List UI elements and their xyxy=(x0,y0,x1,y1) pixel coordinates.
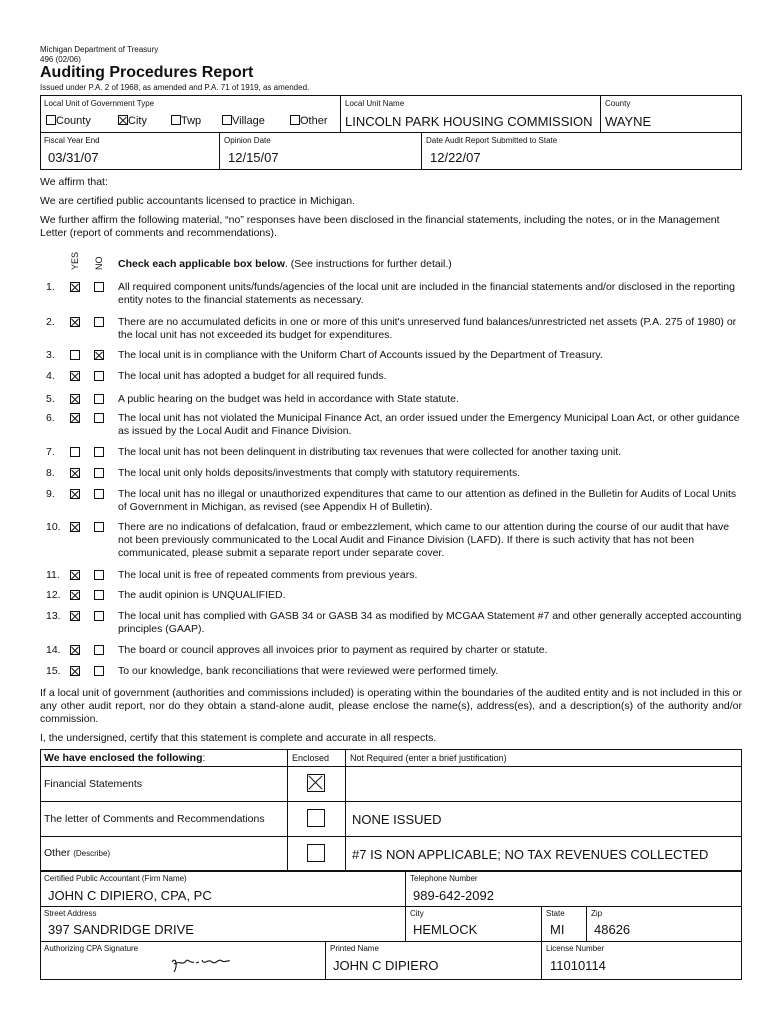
yes-checkbox[interactable] xyxy=(70,394,80,407)
item-text: All required component units/funds/agencies of the local unit are included in the financial statements and/or disclosed in the reporting entity notes to the financial statements as necessary. xyxy=(118,281,735,306)
no-checkbox[interactable] xyxy=(94,350,104,363)
no-checkbox[interactable] xyxy=(94,645,104,658)
signature-label: Authorizing CPA Signature xyxy=(44,944,139,953)
printed-name-label: Printed Name xyxy=(330,944,379,953)
yes-checkbox[interactable] xyxy=(70,468,80,481)
no-checkbox[interactable] xyxy=(94,371,104,384)
street-address-value[interactable]: 397 SANDRIDGE DRIVE xyxy=(48,922,194,937)
item-number: 8. xyxy=(46,467,55,479)
cpa-firm-label: Certified Public Accountant (Firm Name) xyxy=(44,874,187,883)
zip-label: Zip xyxy=(591,909,603,918)
unit-type-option-other[interactable]: Other xyxy=(290,115,328,127)
opinion-date-value[interactable]: 12/15/07 xyxy=(228,150,279,165)
county-value[interactable]: WAYNE xyxy=(605,114,652,129)
no-checkbox[interactable] xyxy=(94,611,104,624)
yes-checkbox[interactable] xyxy=(70,350,80,363)
yes-checkbox[interactable] xyxy=(70,611,80,624)
cpa-signature xyxy=(168,952,232,974)
issued-under: Issued under P.A. 2 of 1968, as amended and P.A. 71 of 1919, as amended. xyxy=(40,83,310,92)
unit-type-label: Local Unit of Government Type xyxy=(44,99,155,108)
item-text: There are no accumulated deficits in one or more of this unit's unreserved fund balances/unrestricted net assets (P.A. 275 of 1980) or the local unit has not exceeded its budget for expenditures. xyxy=(118,316,737,341)
yes-checkbox[interactable] xyxy=(70,522,80,535)
enclosed-row-label: The letter of Comments and Recommendations xyxy=(44,813,265,825)
county-label: County xyxy=(605,99,631,108)
item-number: 13. xyxy=(46,610,61,622)
item-number: 1. xyxy=(46,281,55,293)
unit-type-option-village[interactable]: Village xyxy=(222,115,265,127)
date-submitted-value[interactable]: 12/22/07 xyxy=(430,150,481,165)
affirm-intro: We affirm that: xyxy=(40,176,108,188)
yes-checkbox[interactable] xyxy=(70,371,80,384)
item-number: 5. xyxy=(46,393,55,405)
not-required-column-header: Not Required (enter a brief justification) xyxy=(350,753,507,763)
enclosed-checkbox-other[interactable] xyxy=(307,844,325,867)
no-checkbox[interactable] xyxy=(94,317,104,330)
city-label: City xyxy=(410,909,424,918)
justification-other[interactable]: #7 IS NON APPLICABLE; NO TAX REVENUES COLLECTED xyxy=(352,847,709,862)
item-text: The local unit is free of repeated comments from previous years. xyxy=(118,569,418,581)
form-title: Auditing Procedures Report xyxy=(40,64,254,81)
item-number: 3. xyxy=(46,349,55,361)
item-text: The local unit has not been delinquent in distributing tax revenues that were collected for another taxing unit. xyxy=(118,446,622,458)
item-number: 12. xyxy=(46,589,61,601)
enclosed-row-label-other: Other (Describe) xyxy=(44,847,111,859)
justification-letter-of-comments[interactable]: NONE ISSUED xyxy=(352,812,442,827)
item-number: 14. xyxy=(46,644,61,656)
item-text: The local unit has no illegal or unauthorized expenditures that came to our attention as defined in the Bulletin for Audits of Local Units of Government in Michigan, as revised (see Appendix H of Bulletin). xyxy=(118,488,737,513)
checkbox[interactable] xyxy=(46,115,56,125)
no-checkbox[interactable] xyxy=(94,590,104,603)
enclosed-checkbox-letter-of-comments[interactable] xyxy=(307,809,325,832)
enclosed-header: We have enclosed the following: xyxy=(44,752,206,764)
yes-checkbox[interactable] xyxy=(70,317,80,330)
checkbox[interactable] xyxy=(118,115,128,125)
item-text: The local unit only holds deposits/investments that comply with statutory requirements. xyxy=(118,467,521,479)
opinion-date-label: Opinion Date xyxy=(224,136,271,145)
license-number-label: License Number xyxy=(546,944,605,953)
no-checkbox[interactable] xyxy=(94,522,104,535)
item-number: 10. xyxy=(46,521,61,533)
no-checkbox[interactable] xyxy=(94,282,104,295)
no-checkbox[interactable] xyxy=(94,570,104,583)
affirm-cpa-licensed: We are certified public accountants licensed to practice in Michigan. xyxy=(40,195,355,207)
telephone-label: Telephone Number xyxy=(410,874,478,883)
license-number-value[interactable]: 11010114 xyxy=(550,958,606,973)
certify-statement: I, the undersigned, certify that this statement is complete and accurate in all respects. xyxy=(40,732,437,744)
yes-checkbox[interactable] xyxy=(70,570,80,583)
item-text: There are no indications of defalcation, fraud or embezzlement, which came to our attention during the course of our audit that have not been previously communicated to the Local Audit and Finance Division (LAFD). If there is such activity that has not been communicated, please submit a separate report under separate cover. xyxy=(118,521,730,559)
yes-checkbox[interactable] xyxy=(70,489,80,502)
yes-checkbox[interactable] xyxy=(70,645,80,658)
item-number: 9. xyxy=(46,488,55,500)
state-label: State xyxy=(546,909,565,918)
unit-name-value[interactable]: LINCOLN PARK HOUSING COMMISSION xyxy=(345,114,593,129)
no-checkbox[interactable] xyxy=(94,394,104,407)
no-checkbox[interactable] xyxy=(94,468,104,481)
authority-note: If a local unit of government (authorities and commissions included) is operating within the boundaries of the audited entity and is not included in this or any other audit report, nor do they obtain a stand-alone audit, please enclose the name(s), address(es), and a description(s) of the authority and/or commission. xyxy=(40,687,742,725)
item-number: 7. xyxy=(46,446,55,458)
yes-checkbox[interactable] xyxy=(70,590,80,603)
item-text: The local unit has adopted a budget for all required funds. xyxy=(118,370,387,382)
zip-value[interactable]: 48626 xyxy=(594,922,631,937)
yes-checkbox[interactable] xyxy=(70,282,80,295)
unit-name-label: Local Unit Name xyxy=(345,99,405,108)
fiscal-year-end-label: Fiscal Year End xyxy=(44,136,100,145)
department-name: Michigan Department of Treasury xyxy=(40,45,159,54)
enclosed-checkbox-financial-statements[interactable] xyxy=(307,774,325,797)
checkbox[interactable] xyxy=(290,115,300,125)
checklist-instruction: Check each applicable box below. (See instructions for further detail.) xyxy=(118,258,452,270)
yes-checkbox[interactable] xyxy=(70,413,80,426)
item-number: 2. xyxy=(46,316,55,328)
printed-name-value[interactable]: JOHN C DIPIERO xyxy=(333,958,439,973)
item-number: 6. xyxy=(46,412,55,424)
no-checkbox[interactable] xyxy=(94,447,104,460)
item-number: 15. xyxy=(46,665,61,677)
form-number: 496 (02/06) xyxy=(40,55,81,64)
yes-checkbox[interactable] xyxy=(70,666,80,679)
enclosed-column-header: Enclosed xyxy=(292,753,330,763)
date-submitted-label: Date Audit Report Submitted to State xyxy=(426,136,558,145)
yes-checkbox[interactable] xyxy=(70,447,80,460)
cpa-firm-value[interactable]: JOHN C DIPIERO, CPA, PC xyxy=(48,888,212,903)
unit-type-option-city[interactable]: City xyxy=(118,115,147,127)
affirm-material: We further affirm the following material, “no” responses have been disclosed in the financial statements, including the notes, or in the Management Letter (report of comments and recommendations). xyxy=(40,214,720,239)
item-text: The audit opinion is UNQUALIFIED. xyxy=(118,589,286,601)
state-value[interactable]: MI xyxy=(550,922,565,937)
yes-column-header: YES xyxy=(70,251,80,270)
item-text: To our knowledge, bank reconciliations that were reviewed were performed timely. xyxy=(118,665,499,677)
no-column-header: NO xyxy=(94,256,104,270)
no-checkbox[interactable] xyxy=(94,413,104,426)
item-text: The local unit is in compliance with the Uniform Chart of Accounts issued by the Department of Treasury. xyxy=(118,349,603,361)
no-checkbox[interactable] xyxy=(94,666,104,679)
city-value[interactable]: HEMLOCK xyxy=(413,922,478,937)
item-number: 4. xyxy=(46,370,55,382)
telephone-value[interactable]: 989-642-2092 xyxy=(413,888,494,903)
unit-type-option-twp[interactable]: Twp xyxy=(171,115,201,127)
checkbox[interactable] xyxy=(171,115,181,125)
unit-type-option-county[interactable]: County xyxy=(46,115,91,127)
enclosed-row-label: Financial Statements xyxy=(44,778,143,790)
no-checkbox[interactable] xyxy=(94,489,104,502)
checkbox[interactable] xyxy=(222,115,232,125)
item-text: The local unit has not violated the Municipal Finance Act, an order issued under the Emergency Municipal Loan Act, or other guidance as issued by the Local Audit and Finance Division. xyxy=(118,412,740,437)
street-address-label: Street Address xyxy=(44,909,97,918)
item-text: A public hearing on the budget was held in accordance with State statute. xyxy=(118,393,459,405)
item-number: 11. xyxy=(46,569,60,581)
item-text: The local unit has complied with GASB 34 or GASB 34 as modified by MCGAA Statement #7 and other generally accepted accounting principles (GAAP). xyxy=(118,610,742,635)
item-text: The board or council approves all invoices prior to payment as required by charter or statute. xyxy=(118,644,548,656)
fiscal-year-end-value[interactable]: 03/31/07 xyxy=(48,150,99,165)
